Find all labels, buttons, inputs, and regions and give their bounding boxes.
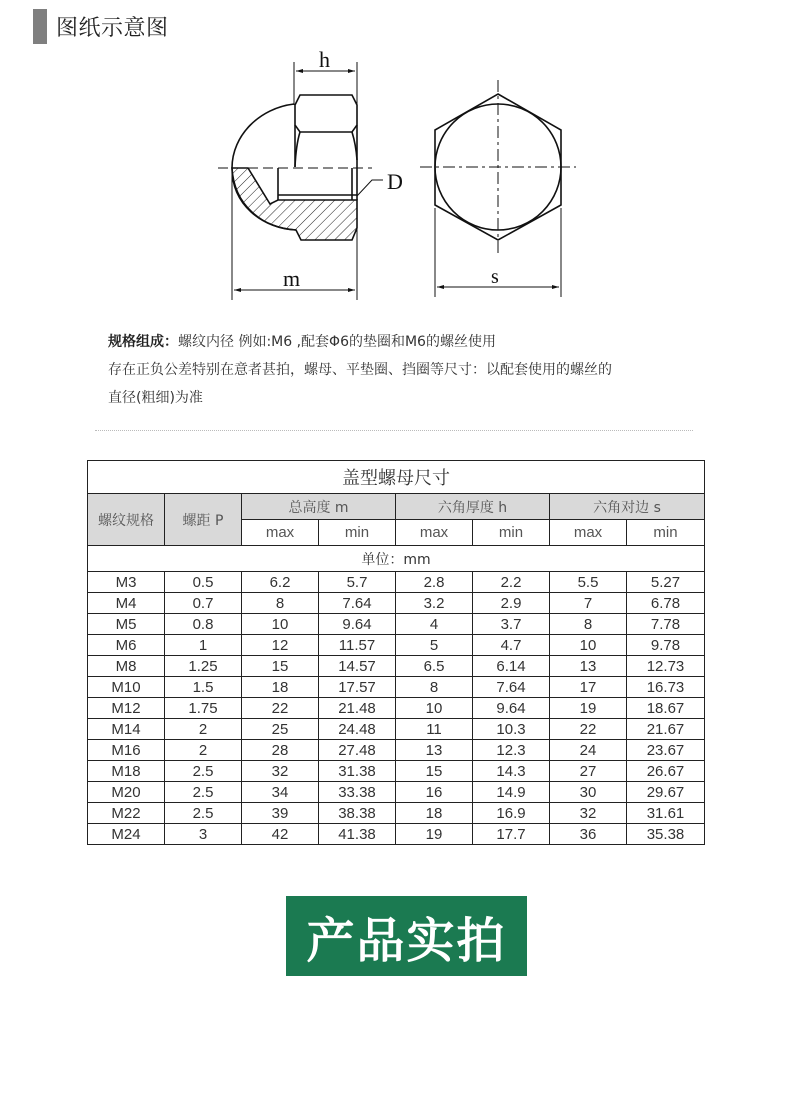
table-cell: 15 [396, 761, 473, 782]
table-cell: 32 [242, 761, 319, 782]
table-cell: 3 [165, 824, 242, 845]
table-cell: 10 [242, 614, 319, 635]
table-cell: 30 [550, 782, 627, 803]
table-cell: 4 [396, 614, 473, 635]
header-pitch: 螺距 P [165, 494, 242, 546]
table-cell: 10 [550, 635, 627, 656]
section-header [33, 9, 169, 44]
table-cell: 33.38 [319, 782, 396, 803]
table-cell: 8 [550, 614, 627, 635]
table-row [88, 572, 705, 593]
table-row [88, 761, 705, 782]
table-row [88, 740, 705, 761]
table-cell: M12 [88, 698, 165, 719]
table-cell: M8 [88, 656, 165, 677]
table-cell: 10 [396, 698, 473, 719]
table-row [88, 719, 705, 740]
table-cell: 22 [242, 698, 319, 719]
table-cell: 10.3 [473, 719, 550, 740]
header-h-max: max [396, 520, 473, 546]
table-cell: 5.27 [627, 572, 705, 593]
table-cell: 11.57 [319, 635, 396, 656]
table-cell: 14.57 [319, 656, 396, 677]
table-cell: 5 [396, 635, 473, 656]
table-cell: 17 [550, 677, 627, 698]
spec-label: 规格组成： [108, 334, 178, 350]
header-s-min: min [627, 520, 705, 546]
spec-description [108, 328, 708, 412]
table-cell: M16 [88, 740, 165, 761]
table-cell: 3.7 [473, 614, 550, 635]
table-cell: 7.64 [473, 677, 550, 698]
table-cell: 2 [165, 740, 242, 761]
table-cell: 13 [396, 740, 473, 761]
table-cell: 0.7 [165, 593, 242, 614]
table-cell: 16 [396, 782, 473, 803]
table-cell: 7.64 [319, 593, 396, 614]
table-cell: 2.5 [165, 803, 242, 824]
table-cell: M24 [88, 824, 165, 845]
table-cell: 2.2 [473, 572, 550, 593]
table-cell: 7.78 [627, 614, 705, 635]
header-h-min: min [473, 520, 550, 546]
table-row [88, 614, 705, 635]
label-D: D [387, 169, 403, 194]
table-cell: 2.8 [396, 572, 473, 593]
table-cell: 18 [242, 677, 319, 698]
banner-label: 产品实拍 [306, 912, 507, 969]
table-cell: 31.38 [319, 761, 396, 782]
section-accent-bar [33, 9, 47, 44]
table-cell: 19 [396, 824, 473, 845]
table-cell: 36 [550, 824, 627, 845]
table-cell: 0.5 [165, 572, 242, 593]
table-cell: 3.2 [396, 593, 473, 614]
table-cell: 29.67 [627, 782, 705, 803]
header-hex-h: 六角厚度 h [396, 494, 550, 520]
table-cell: 15 [242, 656, 319, 677]
label-s: s [491, 266, 499, 288]
table-cell: 12.3 [473, 740, 550, 761]
table-cell: 18 [396, 803, 473, 824]
table-cell: 12 [242, 635, 319, 656]
table-cell: 9.64 [319, 614, 396, 635]
table-cell: 7 [550, 593, 627, 614]
table-row [88, 824, 705, 845]
table-cell: 22 [550, 719, 627, 740]
table-cell: 2.9 [473, 593, 550, 614]
table-cell: 28 [242, 740, 319, 761]
table-cell: 14.9 [473, 782, 550, 803]
table-cell: 24.48 [319, 719, 396, 740]
label-m: m [283, 266, 301, 291]
table-cell: 9.78 [627, 635, 705, 656]
table-row [88, 803, 705, 824]
table-row [88, 698, 705, 719]
table-cell: 17.57 [319, 677, 396, 698]
table-cell: 27.48 [319, 740, 396, 761]
table-cell: 21.67 [627, 719, 705, 740]
table-cell: 0.8 [165, 614, 242, 635]
table-cell: 34 [242, 782, 319, 803]
table-cell: 1.75 [165, 698, 242, 719]
table-row [88, 635, 705, 656]
table-cell: 4.7 [473, 635, 550, 656]
table-cell: 1 [165, 635, 242, 656]
table-row [88, 677, 705, 698]
label-h: h [319, 47, 330, 72]
table-cell: 6.78 [627, 593, 705, 614]
table-row [88, 593, 705, 614]
table-cell: 19 [550, 698, 627, 719]
table-row [88, 656, 705, 677]
table-cell: 23.67 [627, 740, 705, 761]
table-cell: 32 [550, 803, 627, 824]
side-view [218, 62, 383, 300]
table-cell: M6 [88, 635, 165, 656]
table-cell: 2 [165, 719, 242, 740]
table-row [88, 782, 705, 803]
table-cell: M4 [88, 593, 165, 614]
table-cell: 9.64 [473, 698, 550, 719]
spec-line-3: 直径(粗细)为准 [108, 390, 203, 406]
table-cell: 26.67 [627, 761, 705, 782]
table-cell: 41.38 [319, 824, 396, 845]
table-cell: 12.73 [627, 656, 705, 677]
table-cell: 6.5 [396, 656, 473, 677]
table-cell: 16.9 [473, 803, 550, 824]
table-cell: M22 [88, 803, 165, 824]
table-cell: 13 [550, 656, 627, 677]
table-cell: 31.61 [627, 803, 705, 824]
table-cell: 27 [550, 761, 627, 782]
table-cell: 8 [396, 677, 473, 698]
dotted-divider [95, 430, 693, 431]
top-view [420, 80, 576, 297]
header-height-m: 总高度 m [242, 494, 396, 520]
cap-nut-size-table [87, 460, 705, 845]
table-cell: 14.3 [473, 761, 550, 782]
table-cell: 1.5 [165, 677, 242, 698]
table-cell: 35.38 [627, 824, 705, 845]
table-cell: 5.5 [550, 572, 627, 593]
table-cell: 2.5 [165, 782, 242, 803]
table-cell: 42 [242, 824, 319, 845]
table-cell: 18.67 [627, 698, 705, 719]
header-m-max: max [242, 520, 319, 546]
table-cell: 38.38 [319, 803, 396, 824]
spec-line-2: 存在正负公差特别在意者甚拍，螺母、平垫圈、挡圈等尺寸：以配套使用的螺丝的 [108, 362, 612, 378]
table-cell: 16.73 [627, 677, 705, 698]
table-cell: 17.7 [473, 824, 550, 845]
header-m-min: min [319, 520, 396, 546]
unit-row: 单位：mm [88, 546, 705, 572]
table-cell: 5.7 [319, 572, 396, 593]
table-cell: 39 [242, 803, 319, 824]
header-hex-s: 六角对边 s [550, 494, 705, 520]
table-cell: M14 [88, 719, 165, 740]
cap-nut-drawing [200, 40, 600, 310]
table-cell: 8 [242, 593, 319, 614]
section-title: 图纸示意图 [56, 16, 169, 41]
header-s-max: max [550, 520, 627, 546]
table-cell: M10 [88, 677, 165, 698]
table-cell: 11 [396, 719, 473, 740]
table-cell: 6.14 [473, 656, 550, 677]
table-cell: 1.25 [165, 656, 242, 677]
header-thread: 螺纹规格 [88, 494, 165, 546]
table-cell: 21.48 [319, 698, 396, 719]
table-title: 盖型螺母尺寸 [88, 461, 705, 494]
table-cell: 25 [242, 719, 319, 740]
table-cell: M5 [88, 614, 165, 635]
table-cell: 24 [550, 740, 627, 761]
table-cell: M18 [88, 761, 165, 782]
table-cell: 2.5 [165, 761, 242, 782]
table-cell: 6.2 [242, 572, 319, 593]
table-cell: M3 [88, 572, 165, 593]
spec-line-1: 规格组成：螺纹内径 例如:M6 ,配套Φ6的垫圈和M6的螺丝使用 [108, 334, 496, 350]
table-cell: M20 [88, 782, 165, 803]
product-photo-banner [286, 896, 527, 976]
